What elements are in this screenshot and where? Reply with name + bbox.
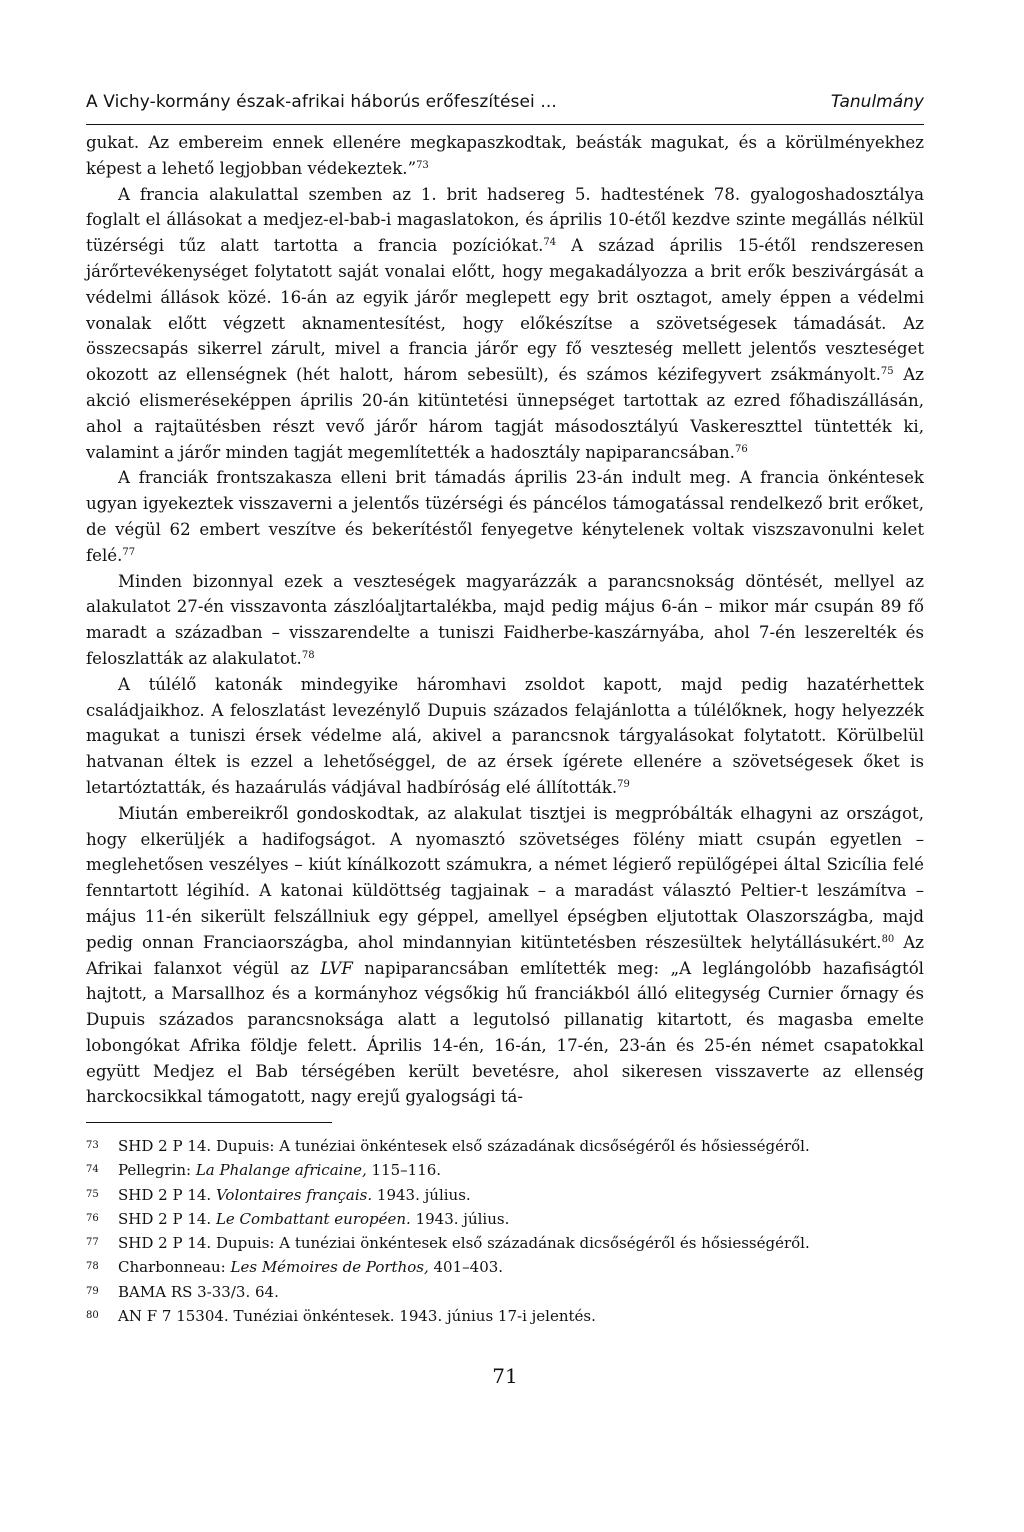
footnote-text: 1943. július. — [410, 1209, 510, 1228]
paragraph-text: Az akció elismeréseképpen április 20-án kitüntetési ünnepséget tartottak az ezred főhadiszállásán, ahol a rajtaütésben részt vevő járőr három tagját másodosztályú Vaskereszttel tüntették ki, valamint a járőr minden tagját megemlítették a hadosztály napiparancsában. — [86, 365, 924, 462]
footnote-text: Charbonneau: — [118, 1258, 231, 1277]
running-header — [86, 90, 924, 125]
paragraph-text: A túlélő katonák mindegyike háromhavi zsoldot kapott, majd pedig hazatérhettek családjaikhoz. A feloszlatást levezénylő Dupuis százados felajánlotta a túlélőknek, hogy helyezzék magukat a tuniszi érsek védelme alá, akivel a parancsnok tárgyalásokat folytatott. Körülbelül hatvanan éltek is ezzel a lehetőséggel, de az érsek ígérete ellenére a szövetségesek őket is letartóztatták, és hazaárulás vádjával hadbíróság elé állították. — [86, 674, 924, 797]
footnote-ref[interactable]: 78 — [301, 649, 315, 661]
footnote-text: AN F 7 15304. Tunéziai önkéntesek. 1943. június 17-i jelentés. — [118, 1307, 596, 1326]
paragraph-6 — [86, 801, 924, 1111]
footnote-79 — [86, 1280, 924, 1304]
footnote-text: 115–116. — [366, 1161, 442, 1180]
footnote-text: SHD 2 P 14. — [118, 1185, 216, 1204]
italic-abbreviation: LVF — [320, 958, 353, 978]
footnote-ref[interactable]: 76 — [734, 443, 748, 455]
footnote-number: 77 — [86, 1237, 99, 1249]
footnote-74 — [86, 1158, 924, 1182]
paragraph-3 — [86, 465, 924, 568]
paragraph-text: A franciák frontszakasza elleni brit támadás április 23-án indult meg. A francia önkéntesek ugyan igyekeztek visszaverni a jelentős tüzérségi és páncélos támogatással rendelkező brit erőket, de végül 62 embert veszítve és bekerítéstől fenyegetve kénytelenek voltak viszszavonulni kelet felé. — [86, 468, 924, 565]
page-number: 71 — [492, 1364, 518, 1388]
paragraph-text: napiparancsában említették meg: „A leglángolóbb hazafiságtól hajtott, a Marsallhoz és a kormányhoz végsőkig hű franciákból álló elitegység Curnier őrnagy és Dupuis százados parancsnoksága alatt a legutolsó pillanatig kitartott, és magasba emelte lobongókat Afrika földje felett. Április 14-én, 16-án, 17-én, 23-án és 25-én német csapatokkal együtt Medjez el Bab térségében került bevetésre, ahol sikeresen visszaverte az ellenség harckocsikkal támogatott, nagy erejű gyalogsági tá- — [86, 958, 924, 1107]
footnote-text: 401–403. — [428, 1258, 504, 1277]
footnote-text: SHD 2 P 14. Dupuis: A tunéziai önkéntesek első századának dicsőségéről és hősiességéről. — [118, 1234, 810, 1253]
footnote-73 — [86, 1134, 924, 1158]
footnote-ref[interactable]: 77 — [122, 546, 136, 558]
footnotes — [86, 1134, 924, 1328]
running-title: A Vichy-kormány észak-afrikai háborús erőfeszítései ... — [86, 92, 557, 112]
footnote-number: 73 — [86, 1140, 99, 1151]
footnote-text: BAMA RS 3-33/3. 64. — [118, 1282, 279, 1301]
footnote-78 — [86, 1255, 924, 1279]
paragraph-text: A francia alakulattal szemben az 1. brit hadsereg 5. hadtestének 78. gyalogoshadosztálya foglalt el állásokat a medjez-el-bab-i magaslatokon, és április 10-étől kezdve szinte megállás nélkül tüzérségi tűz alatt tartotta a francia pozíciókat. — [86, 184, 924, 256]
footnote-77 — [86, 1231, 924, 1255]
footnote-ref[interactable]: 79 — [617, 778, 630, 790]
footnote-title: La Phalange africaine, — [195, 1161, 367, 1180]
footnote-text: SHD 2 P 14. — [118, 1209, 216, 1228]
footnote-76 — [86, 1207, 924, 1231]
footnote-ref[interactable]: 74 — [543, 237, 557, 249]
footnote-title: Volontaires français. — [215, 1185, 373, 1204]
section-label: Tanulmány — [830, 92, 924, 112]
footnote-title: Les Mémoires de Porthos, — [230, 1258, 429, 1277]
footnote-number: 78 — [86, 1261, 99, 1273]
paragraph-1 — [86, 130, 924, 182]
footnote-number: 74 — [86, 1164, 99, 1176]
footnote-75 — [86, 1183, 924, 1207]
paragraph-text: Miután embereikről gondoskodtak, az alakulat tisztjei is megpróbálták elhagyni az országot, hogy elkerüljék a hadifogságot. A nyomasztó szövetséges fölény miatt csupán egyetlen – meglehetősen veszélyes – kiút kínálkozott számukra, a német légierő repülőgépei által Szicília felé fenntartott légihíd. A katonai küldöttség tagjainak – a maradást választó Peltier-t leszámítva – május 11-én sikerült felszállniuk egy géppel, amellyel épségben eljutottak Olaszországba, majd pedig onnan Franciaországba, ahol mindannyian kitüntetésben részesültek helytállásukért. — [86, 803, 924, 952]
paragraph-5 — [86, 672, 924, 801]
footnote-number: 80 — [86, 1310, 99, 1322]
footnote-ref[interactable]: 80 — [881, 933, 895, 945]
footnote-text: SHD 2 P 14. Dupuis: A tunéziai önkéntesek első századának dicsőségéről és hősiességéről. — [118, 1137, 810, 1155]
footnote-number: 79 — [86, 1285, 99, 1297]
footnote-number: 75 — [86, 1188, 99, 1200]
footnote-number: 76 — [86, 1212, 99, 1224]
footnote-text: Pellegrin: — [118, 1161, 196, 1180]
footnote-title: Le Combattant européen. — [215, 1209, 411, 1228]
paragraph-text: Az Afrikai falanxot végül az — [86, 932, 924, 978]
footnote-text: 1943. július. — [372, 1185, 471, 1204]
footnote-ref[interactable]: 75 — [880, 366, 894, 378]
paragraph-text: Minden bizonnyal ezek a veszteségek magyarázzák a parancsnokság döntését, mellyel az alakulatot 27-én visszavonta zászlóaljtartalékba, majd pedig május 6-án – mikor már csupán 89 fő maradt a században – visszarendelte a tuniszi Faidherbe-kaszárnyába, ahol 7-én leszerelték és feloszlatták az alakulatot. — [86, 571, 924, 668]
main-text — [86, 130, 924, 1110]
footnote-divider — [86, 1122, 332, 1123]
paragraph-2 — [86, 182, 924, 466]
footnote-ref[interactable]: 73 — [416, 159, 429, 171]
paragraph-text: A század április 15-étől rendszeresen járőrtevékenységet folytatott saját vonalai előtt, hogy megakadályozza a brit erők beszivárgását a védelmi állások közé. 16-án az egyik járőr meglepett egy brit osztagot, amely éppen a védelmi vonalak előtt végzett aknamentesítést, hogy előkészítse a szövetségesek támadását. Az összecsapás sikerrel zárult, mivel a francia járőr egy fő veszteség mellett jelentős veszteséget okozott az ellenségnek (hét halott, három sebesült), és számos kézifegyvert zsákmányolt. — [86, 236, 924, 385]
paragraph-text: gukat. Az embereim ennek ellenére megkapaszkodtak, beásták magukat, és a körülményekhez képest a lehető legjobban védekeztek.” — [86, 133, 924, 178]
footnote-80 — [86, 1304, 924, 1328]
paragraph-4 — [86, 569, 924, 672]
